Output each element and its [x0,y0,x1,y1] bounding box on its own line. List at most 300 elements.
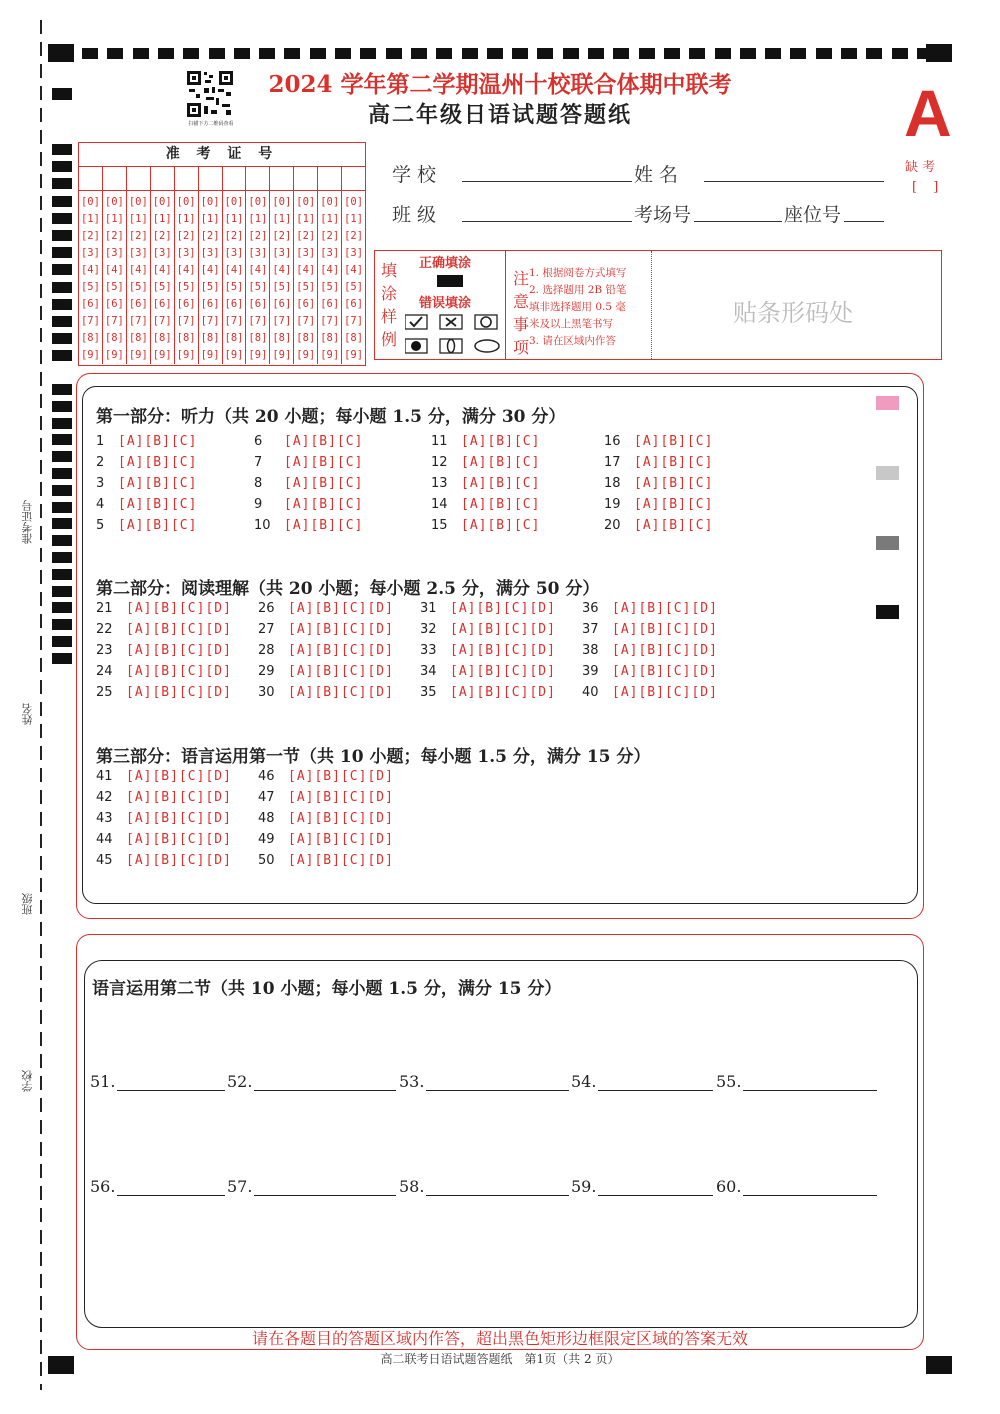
id-digit-bubble[interactable]: [1] [104,213,124,225]
answer-bubbles[interactable]: [A][B][C][D] [612,622,718,637]
section1-title: 第一部分：听力（共 20 小题；每小题 1.5 分，满分 30 分） [96,407,566,427]
divider [505,251,506,359]
id-write-cell[interactable] [246,167,270,190]
section3-title: 第三部分：语言运用第一节（共 10 小题；每小题 1.5 分，满分 15 分） [96,747,651,767]
id-write-cell[interactable] [318,167,342,190]
blank-line[interactable] [743,1180,877,1196]
blank-line[interactable] [254,1075,396,1091]
id-digit-bubble[interactable]: [6] [80,298,100,310]
answer-bubbles[interactable]: [A][B][C] [284,455,364,470]
answer-bubbles[interactable]: [A][B][C] [118,476,198,491]
answer-bubbles[interactable]: [A][B][C] [461,476,541,491]
id-digit-column [151,191,175,364]
id-digit-bubble[interactable]: [2] [80,230,100,242]
answer-bubbles[interactable]: [A][B][C] [284,497,364,512]
answer-bubbles[interactable]: [A][B][C][D] [288,622,394,637]
timing-mark [866,48,882,59]
id-digit-bubble[interactable]: [6] [152,298,172,310]
answer-bubbles[interactable]: [A][B][C] [118,497,198,512]
id-digit-bubble[interactable]: [2] [128,230,148,242]
timing-mark [52,418,72,429]
question-number: 42 [96,790,113,805]
timing-mark [52,434,72,445]
side-label-school: 学校 [21,1070,34,1092]
id-digit-bubble[interactable]: [4] [272,264,292,276]
id-digit-bubble[interactable]: [9] [104,349,124,361]
id-digit-bubble[interactable]: [3] [176,247,196,259]
id-digit-bubble[interactable]: [0] [320,196,340,208]
id-digit-bubble[interactable]: [7] [80,315,100,327]
question-number: 40 [582,685,599,700]
blank-line[interactable] [117,1180,225,1196]
timing-mark [52,586,72,597]
calibration-swatch-lightgray [876,466,899,480]
timing-mark [790,48,806,59]
id-digit-bubble[interactable]: [6] [296,298,316,310]
side-label-class: 班级 [21,893,34,915]
id-digit-bubble[interactable]: [6] [344,298,364,310]
id-digit-bubble[interactable]: [2] [272,230,292,242]
id-digit-bubble[interactable]: [3] [200,247,220,259]
question-number: 19 [604,497,621,512]
id-digit-bubble[interactable]: [7] [176,315,196,327]
id-digit-bubble[interactable]: [5] [80,281,100,293]
id-write-cell[interactable] [294,167,318,190]
id-digit-bubble[interactable]: [1] [176,213,196,225]
timing-mark [52,196,72,207]
id-digit-bubble[interactable]: [9] [80,349,100,361]
id-digit-bubble[interactable]: [6] [248,298,268,310]
blank-number: 54. [571,1072,597,1091]
answer-blank[interactable] [571,1072,713,1091]
answer-blank[interactable] [571,1177,713,1196]
id-digit-bubble[interactable]: [8] [296,332,316,344]
question-number: 11 [431,434,448,449]
question-number: 18 [604,476,621,491]
answer-bubbles[interactable]: [A][B][C][D] [126,643,232,658]
id-digit-bubble[interactable]: [5] [152,281,172,293]
id-digit-bubble[interactable]: [8] [128,332,148,344]
blank-number: 60. [716,1177,742,1196]
timing-mark [52,247,72,258]
answer-bubbles[interactable]: [A][B][C][D] [450,601,556,616]
question-number: 27 [258,622,275,637]
id-digit-bubble[interactable]: [5] [320,281,340,293]
answer-bubbles[interactable]: [A][B][C][D] [450,643,556,658]
id-digit-bubble[interactable]: [7] [128,315,148,327]
id-digit-bubble[interactable]: [6] [200,298,220,310]
notes-item: 1. 根据阅卷方式填写 [529,267,627,279]
id-digit-bubble[interactable]: [8] [152,332,172,344]
seat-field[interactable] [844,221,884,222]
id-digit-bubble[interactable]: [5] [176,281,196,293]
answer-bubbles[interactable]: [A][B][C][D] [288,769,394,784]
notes-item: 米及以上黑笔书写 [529,318,613,330]
id-digit-bubble[interactable]: [2] [296,230,316,242]
answer-bubbles[interactable]: [A][B][C] [284,476,364,491]
id-digit-bubble[interactable]: [1] [152,213,172,225]
timing-mark [52,468,72,479]
sheet-title: 高二年级日语试题答题纸 [367,102,632,128]
id-write-cell[interactable] [342,167,365,190]
question-number: 25 [96,685,113,700]
answer-bubbles[interactable]: [A][B][C] [461,434,541,449]
answer-bubbles[interactable]: [A][B][C] [634,476,714,491]
timing-mark [52,333,72,344]
answer-bubbles[interactable]: [A][B][C][D] [450,622,556,637]
id-digit-bubble[interactable]: [9] [128,349,148,361]
id-digit-bubble[interactable]: [0] [80,196,100,208]
id-digit-bubble[interactable]: [9] [272,349,292,361]
answer-bubbles[interactable]: [A][B][C][D] [126,769,232,784]
blank-line[interactable] [117,1075,225,1091]
id-digit-bubble[interactable]: [7] [344,315,364,327]
id-digit-bubble[interactable]: [8] [224,332,244,344]
id-digit-bubble[interactable]: [5] [344,281,364,293]
class-field[interactable] [462,221,632,222]
answer-bubbles[interactable]: [A][B][C][D] [450,664,556,679]
question-number: 28 [258,643,275,658]
question-number: 26 [258,601,275,616]
notes-label: 注意事项 [513,269,530,357]
absent-checkbox[interactable]: [ ] [912,180,945,195]
notes-item: 3. 请在区域内作答 [529,335,616,347]
id-digit-bubble[interactable]: [2] [224,230,244,242]
id-digit-bubble[interactable]: [9] [344,349,364,361]
timing-mark [52,161,72,172]
answer-bubbles[interactable]: [A][B][C][D] [126,601,232,616]
id-digit-bubble[interactable]: [6] [176,298,196,310]
question-number: 50 [258,853,275,868]
correct-fill-example [437,275,463,287]
answer-bubbles[interactable]: [A][B][C][D] [288,601,394,616]
id-digit-bubble[interactable]: [6] [320,298,340,310]
candidate-id-bubbles [79,191,365,364]
id-digit-bubble[interactable]: [7] [224,315,244,327]
id-digit-bubble[interactable]: [0] [296,196,316,208]
answer-bubbles[interactable]: [A][B][C][D] [612,664,718,679]
school-label: 学 校 [392,164,437,186]
timing-mark [259,48,275,59]
answer-bubbles[interactable]: [A][B][C][D] [612,685,718,700]
id-digit-bubble[interactable]: [1] [224,213,244,225]
room-field[interactable] [694,221,782,222]
blank-line[interactable] [254,1180,396,1196]
answer-bubbles[interactable]: [A][B][C][D] [288,811,394,826]
id-digit-bubble[interactable]: [6] [224,298,244,310]
id-digit-bubble[interactable]: [4] [152,264,172,276]
id-digit-bubble[interactable]: [0] [272,196,292,208]
id-digit-bubble[interactable]: [3] [80,247,100,259]
school-field[interactable] [462,181,632,182]
id-digit-bubble[interactable]: [2] [152,230,172,242]
id-digit-bubble[interactable]: [5] [248,281,268,293]
id-digit-bubble[interactable]: [7] [152,315,172,327]
id-digit-bubble[interactable]: [6] [128,298,148,310]
id-digit-bubble[interactable]: [7] [104,315,124,327]
name-label: 姓 名 [634,164,679,186]
id-digit-bubble[interactable]: [2] [176,230,196,242]
id-digit-bubble[interactable]: [0] [152,196,172,208]
id-digit-bubble[interactable]: [0] [248,196,268,208]
answer-blank[interactable] [227,1177,396,1196]
id-digit-bubble[interactable]: [7] [248,315,268,327]
question-number: 23 [96,643,113,658]
answer-bubbles[interactable]: [A][B][C][D] [288,643,394,658]
timing-mark [335,48,351,59]
id-digit-bubble[interactable]: [7] [320,315,340,327]
id-digit-bubble[interactable]: [8] [176,332,196,344]
timing-mark [52,144,72,155]
answer-bubbles[interactable]: [A][B][C][D] [612,601,718,616]
question-number: 34 [420,664,437,679]
id-digit-bubble[interactable]: [9] [248,349,268,361]
answer-bubbles[interactable]: [A][B][C][D] [126,622,232,637]
id-write-cell[interactable] [79,167,103,190]
id-digit-bubble[interactable]: [9] [152,349,172,361]
answer-bubbles[interactable]: [A][B][C] [284,518,364,533]
question-number: 45 [96,853,113,868]
answer-bubbles[interactable]: [A][B][C][D] [288,664,394,679]
id-digit-column [103,191,127,364]
id-digit-bubble[interactable]: [4] [104,264,124,276]
question-number: 36 [582,601,599,616]
timing-mark [52,299,72,310]
id-digit-column [294,191,318,364]
answer-bubbles[interactable]: [A][B][C][D] [288,832,394,847]
blank-line[interactable] [598,1180,713,1196]
answer-bubbles[interactable]: [A][B][C] [284,434,364,449]
id-write-cell[interactable] [103,167,127,190]
id-write-cell[interactable] [151,167,175,190]
id-digit-bubble[interactable]: [8] [320,332,340,344]
wrong-fill-label: 错误填涂 [419,296,472,311]
answer-bubbles[interactable]: [A][B][C][D] [612,643,718,658]
footer-warning: 请在各题目的答题区域内作答，超出黑色矩形边框限定区域的答案无效 [251,1329,748,1348]
id-write-cell[interactable] [223,167,247,190]
question-number: 20 [604,518,621,533]
answer-bubbles[interactable]: [A][B][C] [634,497,714,512]
candidate-id-grid [78,142,366,366]
id-digit-bubble[interactable]: [8] [248,332,268,344]
id-write-cell[interactable] [127,167,151,190]
blank-line[interactable] [598,1075,713,1091]
blank-line[interactable] [426,1075,569,1091]
timing-mark [52,282,72,293]
id-digit-bubble[interactable]: [5] [200,281,220,293]
timing-mark [841,48,857,59]
id-digit-column [342,191,365,364]
id-digit-bubble[interactable]: [5] [224,281,244,293]
timing-mark [52,384,72,395]
timing-mark [537,48,553,59]
question-number: 14 [431,497,448,512]
id-digit-bubble[interactable]: [3] [320,247,340,259]
answer-bubbles[interactable]: [A][B][C][D] [126,685,232,700]
answer-bubbles[interactable]: [A][B][C] [461,497,541,512]
id-digit-bubble[interactable]: [6] [104,298,124,310]
id-digit-bubble[interactable]: [3] [344,247,364,259]
id-digit-bubble[interactable]: [2] [104,230,124,242]
blank-number: 57. [227,1177,253,1196]
id-digit-bubble[interactable]: [4] [176,264,196,276]
answer-bubbles[interactable]: [A][B][C] [118,455,198,470]
answer-bubbles[interactable]: [A][B][C] [634,455,714,470]
question-number: 13 [431,476,448,491]
answer-bubbles[interactable]: [A][B][C][D] [126,832,232,847]
id-digit-bubble[interactable]: [4] [320,264,340,276]
question-number: 44 [96,832,113,847]
blank-line[interactable] [743,1075,877,1091]
answer-blank[interactable] [399,1072,569,1091]
question-number: 21 [96,601,113,616]
timing-mark [462,48,478,59]
id-digit-bubble[interactable]: [0] [200,196,220,208]
id-digit-bubble[interactable]: [9] [176,349,196,361]
question-number: 2 [96,455,105,470]
answer-bubbles[interactable]: [A][B][C][D] [126,664,232,679]
id-digit-bubble[interactable]: [8] [80,332,100,344]
question-number: 17 [604,455,621,470]
answer-blank[interactable] [716,1072,877,1091]
id-digit-bubble[interactable]: [3] [296,247,316,259]
id-digit-bubble[interactable]: [1] [296,213,316,225]
answer-bubbles[interactable]: [A][B][C][D] [288,853,394,868]
id-digit-bubble[interactable]: [4] [200,264,220,276]
id-digit-bubble[interactable]: [7] [296,315,316,327]
id-digit-bubble[interactable]: [3] [272,247,292,259]
id-digit-bubble[interactable]: [8] [344,332,364,344]
question-number: 43 [96,811,113,826]
id-digit-bubble[interactable]: [9] [320,349,340,361]
question-number: 29 [258,664,275,679]
id-digit-bubble[interactable]: [1] [200,213,220,225]
seat-label: 座位号 [784,204,842,226]
id-digit-bubble[interactable]: [0] [344,196,364,208]
timing-mark [360,48,376,59]
id-digit-bubble[interactable]: [8] [200,332,220,344]
question-number: 47 [258,790,275,805]
id-digit-bubble[interactable]: [3] [248,247,268,259]
id-digit-bubble[interactable]: [6] [272,298,292,310]
answer-bubbles[interactable]: [A][B][C][D] [126,811,232,826]
id-digit-bubble[interactable]: [4] [344,264,364,276]
timing-mark [52,502,72,513]
id-digit-bubble[interactable]: [5] [128,281,148,293]
id-digit-bubble[interactable]: [2] [200,230,220,242]
id-write-cell[interactable] [175,167,199,190]
answer-bubbles[interactable]: [A][B][C] [634,518,714,533]
timing-mark [487,48,503,59]
answer-blank[interactable] [716,1177,877,1196]
answer-blank[interactable] [399,1177,569,1196]
id-digit-bubble[interactable]: [1] [128,213,148,225]
id-digit-bubble[interactable]: [3] [152,247,172,259]
id-digit-bubble[interactable]: [0] [224,196,244,208]
id-digit-bubble[interactable]: [1] [80,213,100,225]
blank-number: 55. [716,1072,742,1091]
timing-mark [664,48,680,59]
answer-bubbles[interactable]: [A][B][C][D] [126,790,232,805]
answer-bubbles[interactable]: [A][B][C][D] [450,685,556,700]
barcode-placeholder: 贴条形码处 [733,299,853,327]
id-digit-bubble[interactable]: [4] [296,264,316,276]
timing-mark [715,48,731,59]
id-digit-bubble[interactable]: [1] [272,213,292,225]
blank-number: 59. [571,1177,597,1196]
id-digit-bubble[interactable]: [7] [200,315,220,327]
id-write-cell[interactable] [270,167,294,190]
answer-bubbles[interactable]: [A][B][C] [461,518,541,533]
answer-bubbles[interactable]: [A][B][C] [118,434,198,449]
answer-blank[interactable] [90,1072,225,1091]
id-digit-bubble[interactable]: [3] [224,247,244,259]
id-digit-bubble[interactable]: [1] [344,213,364,225]
timing-mark [107,48,123,59]
id-digit-column [270,191,294,364]
timing-mark [52,264,72,275]
answer-bubbles[interactable]: [A][B][C] [461,455,541,470]
id-digit-bubble[interactable]: [4] [128,264,148,276]
id-digit-bubble[interactable]: [3] [104,247,124,259]
id-digit-bubble[interactable]: [5] [296,281,316,293]
id-digit-bubble[interactable]: [9] [224,349,244,361]
candidate-id-label: 准 考 证 号 [79,143,365,167]
id-digit-bubble[interactable]: [2] [344,230,364,242]
id-digit-bubble[interactable]: [4] [248,264,268,276]
timing-mark [52,535,72,546]
question-number: 46 [258,769,275,784]
question-number: 24 [96,664,113,679]
question-number: 6 [254,434,263,449]
id-digit-bubble[interactable]: [4] [80,264,100,276]
room-label: 考场号 [634,204,692,226]
qr-caption: 扫描下方二维码查看 [188,121,234,127]
id-digit-bubble[interactable]: [4] [224,264,244,276]
id-digit-bubble[interactable]: [5] [104,281,124,293]
id-digit-bubble[interactable]: [0] [128,196,148,208]
id-digit-column [246,191,270,364]
answer-bubbles[interactable]: [A][B][C] [118,518,198,533]
timing-mark [284,48,300,59]
id-digit-bubble[interactable]: [0] [176,196,196,208]
name-field[interactable] [704,181,884,182]
answer-blank[interactable] [90,1177,225,1196]
blank-line[interactable] [426,1180,569,1196]
id-digit-bubble[interactable]: [3] [128,247,148,259]
question-number: 39 [582,664,599,679]
answer-bubbles[interactable]: [A][B][C][D] [288,790,394,805]
answer-bubbles[interactable]: [A][B][C] [634,434,714,449]
id-digit-bubble[interactable]: [8] [104,332,124,344]
id-digit-bubble[interactable]: [8] [272,332,292,344]
id-digit-bubble[interactable]: [2] [320,230,340,242]
id-write-cell[interactable] [199,167,223,190]
id-digit-bubble[interactable]: [0] [104,196,124,208]
id-digit-bubble[interactable]: [2] [248,230,268,242]
id-digit-bubble[interactable]: [9] [200,349,220,361]
id-digit-bubble[interactable]: [7] [272,315,292,327]
answer-bubbles[interactable]: [A][B][C][D] [288,685,394,700]
answer-blank[interactable] [227,1072,396,1091]
id-digit-bubble[interactable]: [1] [320,213,340,225]
id-digit-bubble[interactable]: [5] [272,281,292,293]
candidate-id-write-row[interactable] [79,167,365,191]
timing-mark [52,602,72,613]
id-digit-bubble[interactable]: [9] [296,349,316,361]
id-digit-bubble[interactable]: [1] [248,213,268,225]
answer-bubbles[interactable]: [A][B][C][D] [126,853,232,868]
